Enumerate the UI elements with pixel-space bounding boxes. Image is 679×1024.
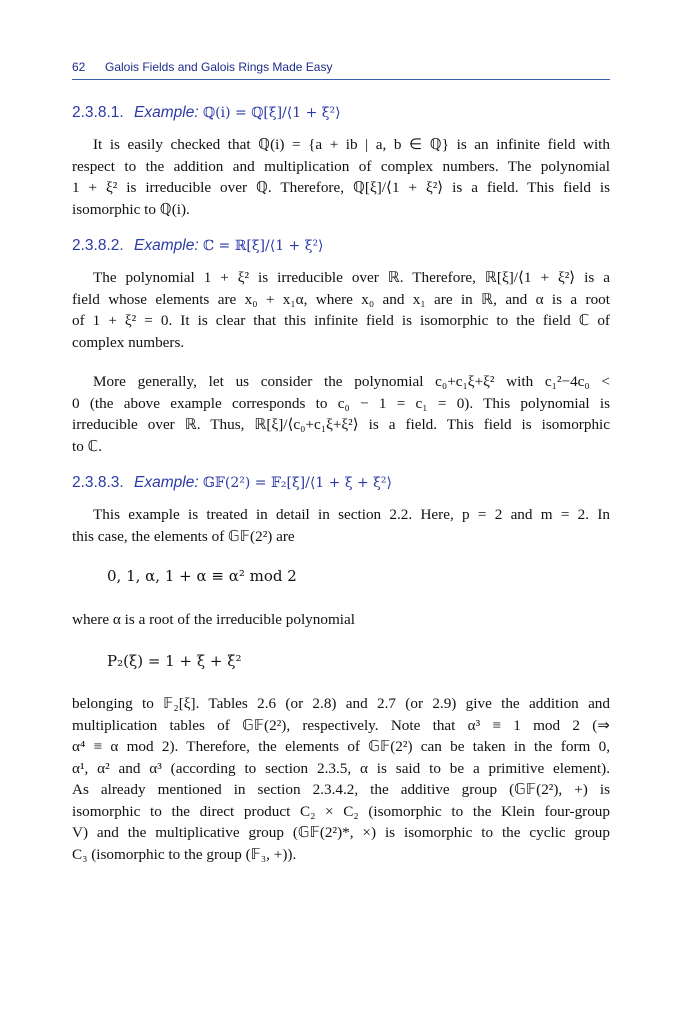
text-line: multiplication tables of 𝔾𝔽(2²), respectively. Note that α³ ≡ 1 mod 2 (⇒ <box>72 716 610 734</box>
text-line: α⁴ ≡ α mod 2). Therefore, the elements of 𝔾𝔽(2²) can be taken in the form 0, <box>72 738 610 755</box>
text-line: It is easily checked that ℚ(i) = {a + ib | a, b ∈ ℚ} is an infinite field with <box>93 136 610 153</box>
text-line: where α is a root of the irreducible polynomial <box>72 611 355 628</box>
text-line: α¹, α² and α³ (according to section 2.3.5, α is said to be a primitive element). <box>72 759 610 777</box>
paragraph <box>72 504 610 547</box>
running-header <box>72 57 610 80</box>
text-line: to ℂ. <box>72 437 103 455</box>
section-formula: ℂ = ℝ[ξ]/⟨1 + ξ²⟩ <box>202 238 324 254</box>
section-label: Example: <box>134 104 199 121</box>
text-line: isomorphic to ℚ(i). <box>72 200 190 218</box>
section-number: 2.3.8.3. <box>72 474 124 491</box>
section-number: 2.3.8.2. <box>72 237 124 254</box>
display-equation: P₂(ξ) = 1 + ξ + ξ² <box>107 652 242 670</box>
text-line: this case, the elements of 𝔾𝔽(2²) are <box>72 527 295 545</box>
text-line: belonging to 𝔽₂[ξ]. Tables 2.6 (or 2.8) and 2.7 (or 2.9) give the addition and <box>72 695 610 712</box>
section-formula: 𝔾𝔽(2²) = 𝔽₂[ξ]/⟨1 + ξ + ξ²⟩ <box>202 475 392 491</box>
section-heading-2-3-8-3 <box>72 474 610 492</box>
text-line: field whose elements are x₀ + x₁α, where x₀ and x₁ are in ℝ, and α is a root <box>72 290 610 308</box>
text-line: 0 (the above example corresponds to c₀ − 1 = c₁ = 0). This polynomial is <box>72 394 610 412</box>
text-line: The polynomial 1 + ξ² is irreducible over ℝ. Therefore, ℝ[ξ]/⟨1 + ξ²⟩ is a <box>93 269 610 286</box>
section-formula: ℚ(i) = ℚ[ξ]/⟨1 + ξ²⟩ <box>202 105 341 121</box>
section-heading-2-3-8-1 <box>72 104 610 122</box>
paragraph <box>72 134 610 220</box>
text-line: 1 + ξ² is irreducible over ℚ. Therefore, ℚ[ξ]/⟨1 + ξ²⟩ is a field. This field is <box>72 179 610 196</box>
page-number: 62 <box>72 60 86 74</box>
display-equation: 0, 1, α, 1 + α ≡ α² mod 2 <box>107 567 297 585</box>
text-line: complex numbers. <box>72 333 185 351</box>
paragraph <box>72 267 610 353</box>
text-line: V) and the multiplicative group (𝔾𝔽(2²)*, ×) is isomorphic to the cyclic group <box>72 824 610 841</box>
text-line: isomorphic to the direct product C₂ × C₂ (isomorphic to the Klein four-group <box>72 802 610 820</box>
paragraph <box>72 609 610 631</box>
book-title: Galois Fields and Galois Rings Made Easy <box>105 60 333 74</box>
section-number: 2.3.8.1. <box>72 104 124 121</box>
paragraph <box>72 693 610 865</box>
text-line: irreducible over ℝ. Thus, ℝ[ξ]/⟨c₀+c₁ξ+ξ²⟩ is a field. This field is isomorphic <box>72 416 610 433</box>
text-line: More generally, let us consider the polynomial c₀+c₁ξ+ξ² with c₁²−4c₀ < <box>93 373 610 390</box>
section-label: Example: <box>134 474 199 491</box>
section-heading-2-3-8-2 <box>72 237 610 255</box>
section-label: Example: <box>134 237 199 254</box>
text-line: C₃ (isomorphic to the group (𝔽₃, +)). <box>72 845 297 863</box>
text-line: respect to the addition and multiplication of complex numbers. The polynomial <box>72 157 610 175</box>
text-line: As already mentioned in section 2.3.4.2, the additive group (𝔾𝔽(2²), +) is <box>72 781 610 798</box>
paragraph <box>72 371 610 457</box>
text-line: This example is treated in detail in section 2.2. Here, p = 2 and m = 2. In <box>93 506 610 523</box>
text-line: of 1 + ξ² = 0. It is clear that this infinite field is isomorphic to the field ℂ of <box>72 312 610 329</box>
